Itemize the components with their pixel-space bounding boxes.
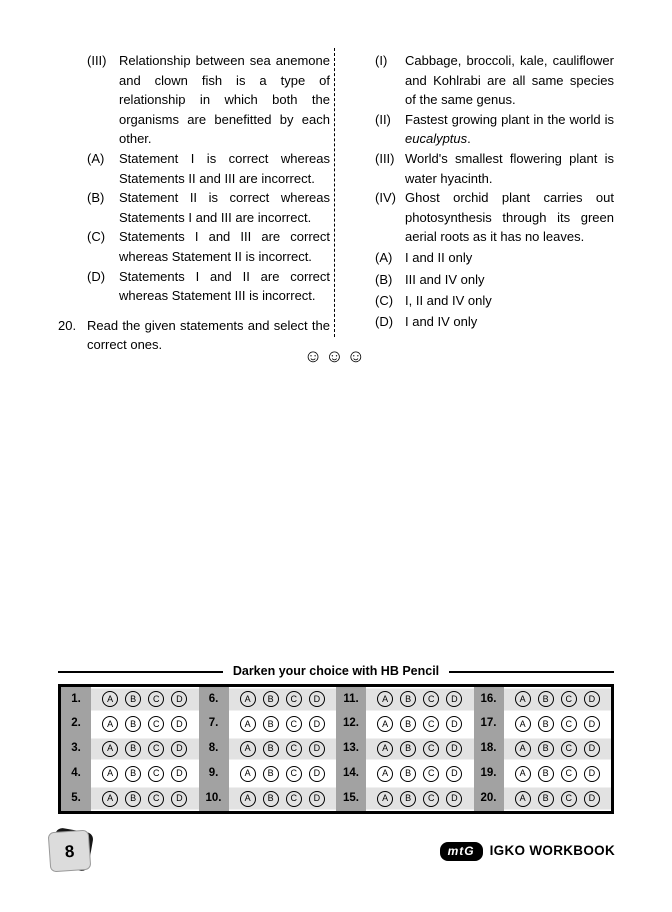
answer-bubbles-q8 xyxy=(229,737,337,762)
bubble-c-q13[interactable]: C xyxy=(423,741,439,757)
bubble-c-q14[interactable]: C xyxy=(423,766,439,782)
answer-sheet-row xyxy=(61,712,611,737)
bubble-a-q13[interactable]: A xyxy=(377,741,393,757)
bubble-b-q16[interactable]: B xyxy=(538,691,554,707)
answer-bubbles-q6 xyxy=(229,687,337,712)
left-column xyxy=(58,51,330,355)
bubble-a-q12[interactable]: A xyxy=(377,716,393,732)
answer-bubbles-q2 xyxy=(91,712,199,737)
option-item-a-right xyxy=(375,248,614,268)
bubble-b-q4[interactable]: B xyxy=(125,766,141,782)
answer-bubbles-q10 xyxy=(229,786,337,811)
answer-bubbles-q7 xyxy=(229,712,337,737)
question-number-q7: 7. xyxy=(199,712,229,737)
bubble-d-q18[interactable]: D xyxy=(584,741,600,757)
statement-text: Ghost orchid plant carries out photosynthesis through its green aerial roots as it has no leaves. xyxy=(405,190,614,245)
question-number-q19: 19. xyxy=(474,761,504,786)
bubble-b-q20[interactable]: B xyxy=(538,791,554,807)
option-label: (C) xyxy=(87,229,106,245)
bubble-a-q7[interactable]: A xyxy=(240,716,256,732)
statement-label: (IV) xyxy=(375,190,396,206)
statement-text-suffix: . xyxy=(467,131,471,147)
column-divider xyxy=(334,48,335,337)
bubble-b-q17[interactable]: B xyxy=(538,716,554,732)
bubble-a-q8[interactable]: A xyxy=(240,741,256,757)
bubble-d-q12[interactable]: D xyxy=(446,716,462,732)
bubble-d-q8[interactable]: D xyxy=(309,741,325,757)
option-item-b xyxy=(87,188,330,227)
bubble-a-q14[interactable]: A xyxy=(377,766,393,782)
question-number-q3: 3. xyxy=(61,737,91,762)
bubble-c-q2[interactable]: C xyxy=(148,716,164,732)
answer-bubbles-q16 xyxy=(504,687,612,712)
question-number-q2: 2. xyxy=(61,712,91,737)
option-label: (B) xyxy=(375,271,393,287)
question-number-q17: 17. xyxy=(474,712,504,737)
bubble-a-q4[interactable]: A xyxy=(102,766,118,782)
bubble-c-q10[interactable]: C xyxy=(286,791,302,807)
option-text: III and IV only xyxy=(405,271,485,287)
bubble-a-q19[interactable]: A xyxy=(515,766,531,782)
bubble-d-q6[interactable]: D xyxy=(309,691,325,707)
bubble-a-q6[interactable]: A xyxy=(240,691,256,707)
bubble-b-q9[interactable]: B xyxy=(263,766,279,782)
statement-label: (II) xyxy=(375,111,391,127)
statement-text: Relationship between sea anemone and clown fish is a type of relationship in which both the organisms are benefitted by each other. xyxy=(119,53,330,147)
bubble-a-q18[interactable]: A xyxy=(515,741,531,757)
question-number-q18: 18. xyxy=(474,737,504,762)
answer-sheet-row xyxy=(61,737,611,762)
book-title: IGKO WORKBOOK xyxy=(489,843,615,858)
bubble-b-q2[interactable]: B xyxy=(125,716,141,732)
bubble-b-q15[interactable]: B xyxy=(400,791,416,807)
bubble-d-q15[interactable]: D xyxy=(446,791,462,807)
question-number: 20. xyxy=(58,317,77,333)
answer-bubbles-q9 xyxy=(229,761,337,786)
bubble-b-q8[interactable]: B xyxy=(263,741,279,757)
answer-bubbles-q14 xyxy=(366,761,474,786)
statement-item-iii-right xyxy=(375,149,614,188)
bubble-c-q1[interactable]: C xyxy=(148,691,164,707)
bubble-a-q11[interactable]: A xyxy=(377,691,393,707)
question-number-q5: 5. xyxy=(61,786,91,811)
statement-label: (III) xyxy=(87,53,107,68)
option-text: I and II only xyxy=(405,250,473,266)
option-text: Statement II is correct whereas Statements I and III are incorrect. xyxy=(119,190,330,225)
bubble-b-q13[interactable]: B xyxy=(400,741,416,757)
answer-sheet-grid xyxy=(58,684,614,814)
bubble-a-q9[interactable]: A xyxy=(240,766,256,782)
answer-sheet-row xyxy=(61,761,611,786)
statement-label: (I) xyxy=(375,53,388,68)
answer-bubbles-q4 xyxy=(91,761,199,786)
question-number-q9: 9. xyxy=(199,761,229,786)
answer-bubbles-q20 xyxy=(504,786,612,811)
option-text: Statement I is correct whereas Statements II and III are incorrect. xyxy=(119,150,330,186)
option-label: (A) xyxy=(87,150,105,166)
bubble-d-q20[interactable]: D xyxy=(584,791,600,807)
answer-bubbles-q17 xyxy=(504,712,612,737)
answer-bubbles-q15 xyxy=(366,786,474,811)
question-number-q15: 15. xyxy=(336,786,366,811)
bubble-d-q11[interactable]: D xyxy=(446,691,462,707)
bubble-d-q17[interactable]: D xyxy=(584,716,600,732)
option-item-d-right xyxy=(375,312,614,332)
option-text: Statements I and II are correct whereas Statement III is incorrect. xyxy=(119,268,330,304)
bubble-a-q10[interactable]: A xyxy=(240,791,256,807)
bubble-d-q2[interactable]: D xyxy=(171,716,187,732)
answer-sheet-row xyxy=(61,687,611,712)
question-number-q13: 13. xyxy=(336,737,366,762)
question-number-q4: 4. xyxy=(61,761,91,786)
option-label: (A) xyxy=(375,250,393,266)
question-number-q1: 1. xyxy=(61,687,91,712)
answer-sheet-instruction: Darken your choice with HB Pencil xyxy=(232,664,440,678)
mtg-logo: mtG xyxy=(440,842,483,861)
question-number-q20: 20. xyxy=(474,786,504,811)
statement-text xyxy=(405,110,614,149)
bubble-c-q12[interactable]: C xyxy=(423,716,439,732)
question-number-q14: 14. xyxy=(336,761,366,786)
bubble-c-q5[interactable]: C xyxy=(148,791,164,807)
option-item-a xyxy=(87,149,330,188)
statement-text: Cabbage, broccoli, kale, cauliflower and Kohlrabi are all same species of the same genus. xyxy=(405,53,614,108)
question-number-q6: 6. xyxy=(199,687,229,712)
bubble-b-q19[interactable]: B xyxy=(538,766,554,782)
bubble-c-q20[interactable]: C xyxy=(561,791,577,807)
option-text: Statements I and III are correct whereas Statement II is incorrect. xyxy=(119,229,330,264)
header-rule-right xyxy=(449,671,614,673)
answer-bubbles-q19 xyxy=(504,761,612,786)
bubble-b-q3[interactable]: B xyxy=(125,741,141,757)
bubble-c-q8[interactable]: C xyxy=(286,741,302,757)
answer-bubbles-q11 xyxy=(366,687,474,712)
bubble-b-q14[interactable]: B xyxy=(400,766,416,782)
bubble-a-q17[interactable]: A xyxy=(515,716,531,732)
bubble-b-q11[interactable]: B xyxy=(400,691,416,707)
bubble-a-q1[interactable]: A xyxy=(102,691,118,707)
option-label: (C) xyxy=(375,292,394,308)
bubble-d-q3[interactable]: D xyxy=(171,741,187,757)
bubble-d-q13[interactable]: D xyxy=(446,741,462,757)
bubble-c-q19[interactable]: C xyxy=(561,766,577,782)
bubble-c-q11[interactable]: C xyxy=(423,691,439,707)
bubble-d-q14[interactable]: D xyxy=(446,766,462,782)
bubble-d-q10[interactable]: D xyxy=(309,791,325,807)
bubble-d-q7[interactable]: D xyxy=(309,716,325,732)
bubble-b-q6[interactable]: B xyxy=(263,691,279,707)
answer-bubbles-q12 xyxy=(366,712,474,737)
answer-bubbles-q18 xyxy=(504,737,612,762)
answer-bubbles-q5 xyxy=(91,786,199,811)
bubble-d-q16[interactable]: D xyxy=(584,691,600,707)
bubble-b-q7[interactable]: B xyxy=(263,716,279,732)
answer-bubbles-q13 xyxy=(366,737,474,762)
bubble-c-q9[interactable]: C xyxy=(286,766,302,782)
bubble-a-q20[interactable]: A xyxy=(515,791,531,807)
bubble-b-q1[interactable]: B xyxy=(125,691,141,707)
bubble-b-q12[interactable]: B xyxy=(400,716,416,732)
option-item-c xyxy=(87,227,330,266)
right-column xyxy=(346,51,614,331)
bubble-d-q5[interactable]: D xyxy=(171,791,187,807)
bubble-a-q5[interactable]: A xyxy=(102,791,118,807)
statement-item-iv xyxy=(375,188,614,247)
option-item-b-right xyxy=(375,270,614,290)
bubble-a-q3[interactable]: A xyxy=(102,741,118,757)
question-text: Read the given statements and select the correct ones. xyxy=(87,317,330,353)
answer-bubbles-q1 xyxy=(91,687,199,712)
page-number: 8 xyxy=(48,830,92,873)
question-number-q11: 11. xyxy=(336,687,366,712)
bubble-b-q18[interactable]: B xyxy=(538,741,554,757)
bubble-c-q16[interactable]: C xyxy=(561,691,577,707)
answer-sheet-header xyxy=(58,664,614,679)
option-label: (B) xyxy=(87,190,105,206)
answer-sheet-row xyxy=(61,786,611,811)
question-number-q10: 10. xyxy=(199,786,229,811)
option-text: I, II and IV only xyxy=(405,292,492,308)
statement-label: (III) xyxy=(375,150,395,166)
bubble-d-q19[interactable]: D xyxy=(584,766,600,782)
bubble-c-q4[interactable]: C xyxy=(148,766,164,782)
statement-item-i xyxy=(375,51,614,110)
bubble-b-q5[interactable]: B xyxy=(125,791,141,807)
question-number-q12: 12. xyxy=(336,712,366,737)
bubble-d-q4[interactable]: D xyxy=(171,766,187,782)
page-number-sticker xyxy=(49,828,94,873)
bubble-c-q3[interactable]: C xyxy=(148,741,164,757)
bubble-d-q1[interactable]: D xyxy=(171,691,187,707)
bubble-b-q10[interactable]: B xyxy=(263,791,279,807)
option-item-d xyxy=(87,267,330,306)
bubble-c-q7[interactable]: C xyxy=(286,716,302,732)
statement-text-italic: eucalyptus xyxy=(405,131,468,147)
bubble-c-q6[interactable]: C xyxy=(286,691,302,707)
footer-brand xyxy=(440,842,615,860)
option-label: (D) xyxy=(375,313,394,329)
bubble-c-q15[interactable]: C xyxy=(423,791,439,807)
bubble-a-q16[interactable]: A xyxy=(515,691,531,707)
statement-item-ii xyxy=(375,110,614,149)
statement-item-iii xyxy=(87,51,330,149)
header-rule-left xyxy=(58,671,223,673)
statement-text: World's smallest flowering plant is water hyacinth. xyxy=(405,150,614,186)
option-item-c-right xyxy=(375,291,614,311)
bubble-c-q17[interactable]: C xyxy=(561,716,577,732)
bubble-c-q18[interactable]: C xyxy=(561,741,577,757)
smiley-faces-icon: ☺☺☺ xyxy=(303,346,369,366)
option-text: I and IV only xyxy=(405,313,478,329)
question-number-q16: 16. xyxy=(474,687,504,712)
bubble-a-q2[interactable]: A xyxy=(102,716,118,732)
answer-bubbles-q3 xyxy=(91,737,199,762)
bubble-a-q15[interactable]: A xyxy=(377,791,393,807)
bubble-d-q9[interactable]: D xyxy=(309,766,325,782)
option-label: (D) xyxy=(87,268,106,284)
statement-text-plain: Fastest growing plant in the world is xyxy=(405,111,614,127)
question-number-q8: 8. xyxy=(199,737,229,762)
